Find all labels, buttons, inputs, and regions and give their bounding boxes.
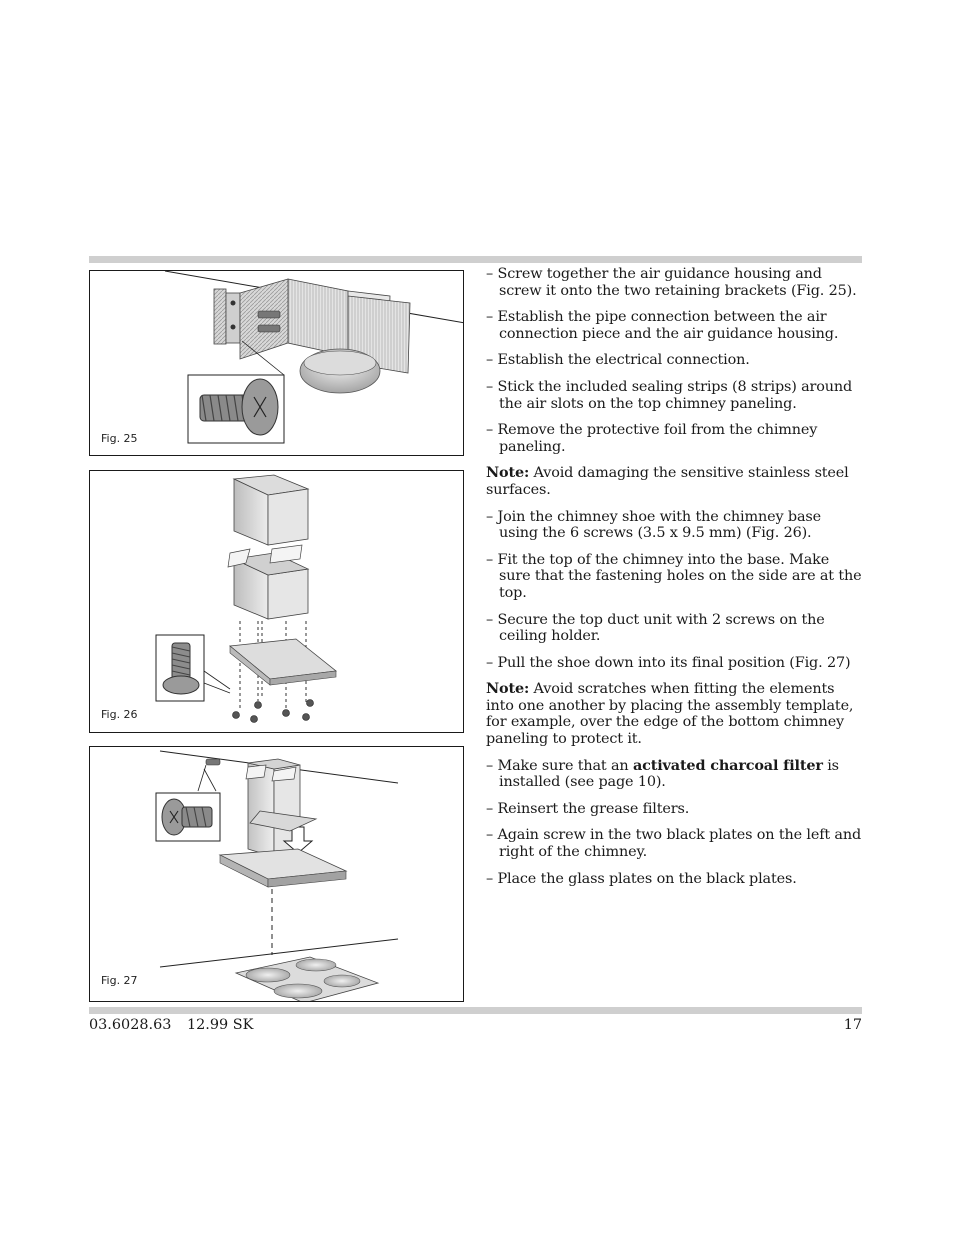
step-secure-duct: – Secure the top duct unit with 2 screws on the ceiling holder. bbox=[486, 611, 825, 645]
step-grease-filters: – Reinsert the grease filters. bbox=[486, 800, 690, 817]
figure-26 bbox=[89, 470, 464, 733]
figure-27-caption: Fig. 27 bbox=[101, 974, 138, 987]
fig27-illustration bbox=[90, 747, 464, 1002]
step-pull-shoe: – Pull the shoe down into its final position (Fig. 27) bbox=[486, 654, 851, 671]
step-remove-foil: – Remove the protective foil from the chimney paneling. bbox=[486, 422, 818, 455]
note-stainless: Note: Avoid damaging the sensitive stainless steel surfaces. bbox=[486, 464, 849, 498]
top-divider-bar bbox=[89, 256, 862, 263]
step-black-plates: – Again screw in the two black plates on the left and right of the chimney. bbox=[486, 827, 862, 861]
step-glass-plates: – Place the glass plates on the black plates. bbox=[486, 870, 797, 887]
figure-27 bbox=[89, 746, 464, 1002]
fig26-illustration bbox=[90, 471, 464, 733]
bottom-divider-bar bbox=[89, 1007, 862, 1014]
document-code: 03.6028.63 bbox=[89, 1017, 172, 1033]
note-scratches: Note: Avoid scratches when fitting the elements into one another by placing the assembly template, for example, over the edge of the bottom chimney paneling to protect it. bbox=[486, 680, 854, 748]
figure-25 bbox=[89, 270, 464, 456]
step-attach-housing: – Screw together the air guidance housing and screw it onto the two retaining brackets (Fig. 25). bbox=[486, 266, 857, 299]
step-sealing-strips: – Stick the included sealing strips (8 strips) around the air slots on the top chimney paneling. bbox=[486, 378, 853, 412]
step-electrical: – Establish the electrical connection. bbox=[486, 352, 750, 369]
step-pipe-connection: – Establish the pipe connection between the air connection piece and the air guidance housing. bbox=[486, 309, 839, 342]
figure-25-caption: Fig. 25 bbox=[101, 432, 138, 445]
page-number: 17 bbox=[843, 1017, 862, 1033]
fig25-illustration bbox=[90, 271, 464, 456]
instructions-column bbox=[486, 266, 864, 897]
date-code: 12.99 SK bbox=[187, 1017, 254, 1033]
step-fit-top: – Fit the top of the chimney into the base. Make sure that the fastening holes on the side are at the top. bbox=[486, 551, 862, 601]
figure-26-caption: Fig. 26 bbox=[101, 708, 138, 721]
step-charcoal-filter: – Make sure that an activated charcoal filter is installed (see page 10). bbox=[486, 756, 839, 791]
step-join-shoe: – Join the chimney shoe with the chimney base using the 6 screws (3.5 x 9.5 mm) (Fig. 26). bbox=[486, 508, 821, 542]
